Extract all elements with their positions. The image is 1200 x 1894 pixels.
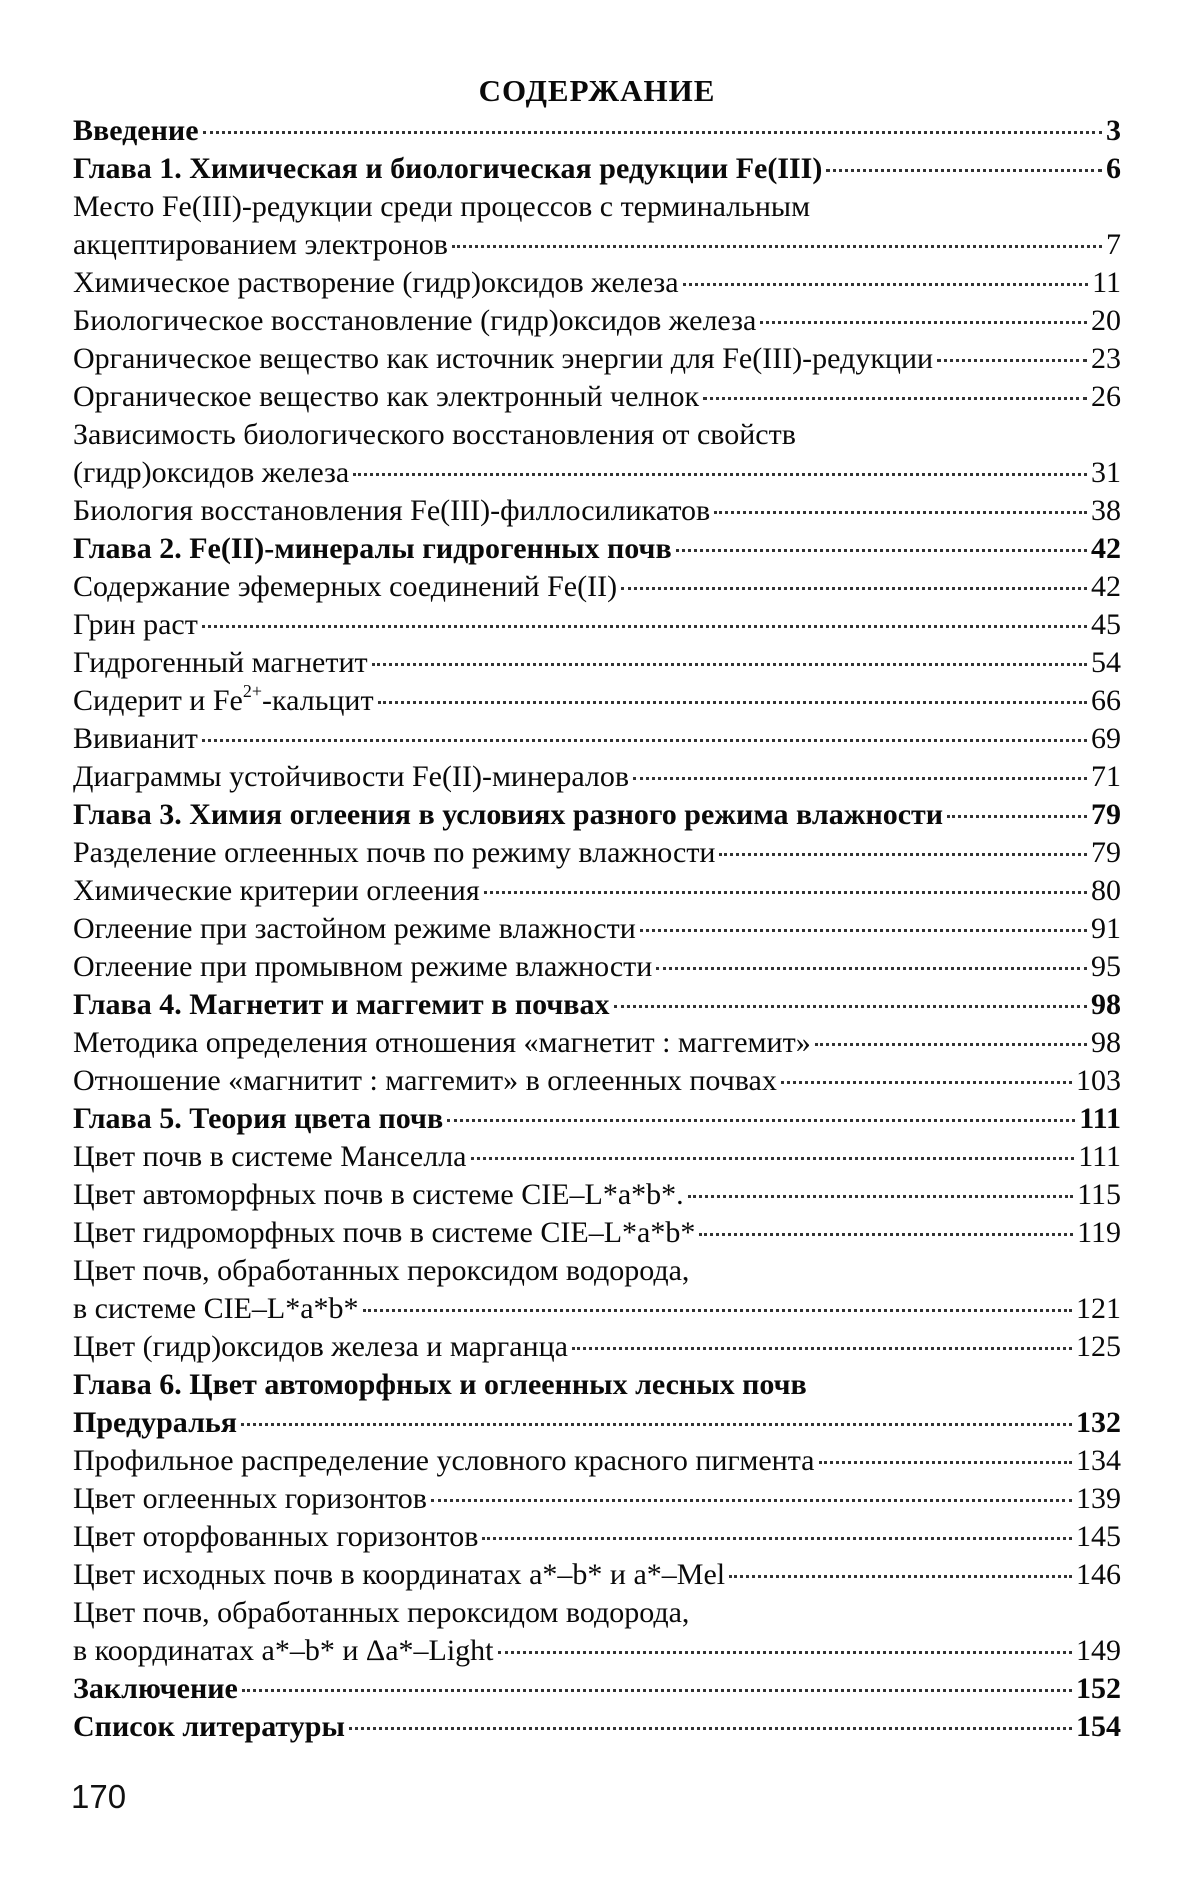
- toc-page-number: 115: [1077, 1178, 1121, 1211]
- toc-page-number: 26: [1091, 380, 1121, 413]
- toc-entry-title: Цвет исходных почв в координатах a*–b* и a*–Mel: [73, 1558, 726, 1591]
- dot-leader: [452, 245, 1102, 248]
- toc-entry-title: Оглеение при застойном режиме влажности: [73, 912, 636, 945]
- toc-section-entry[interactable]: [73, 1328, 1121, 1366]
- toc-entry-title: Список литературы: [73, 1710, 345, 1743]
- toc-page-number: 45: [1091, 608, 1121, 641]
- toc-page-number: 91: [1091, 912, 1121, 945]
- toc-page-number: 119: [1077, 1216, 1121, 1249]
- toc-entry-title: Глава 2. Fe(II)-минералы гидрогенных почв: [73, 532, 672, 565]
- toc-entry-title: Отношение «магнитит : маггемит» в оглеенных почвах: [73, 1064, 777, 1097]
- toc-entry-line: [73, 910, 1121, 948]
- toc-page-number: 20: [1091, 304, 1121, 337]
- toc-section-entry[interactable]: [73, 834, 1121, 872]
- toc-chapter-entry[interactable]: [73, 112, 1121, 150]
- toc-page-number: 149: [1076, 1634, 1121, 1667]
- dot-leader: [719, 853, 1087, 856]
- toc-entry-title: Разделение оглеенных почв по режиму влажности: [73, 836, 716, 869]
- dot-leader: [447, 1119, 1075, 1122]
- toc-entry-line: [73, 530, 1121, 568]
- toc-entry-title: Сидерит и $Fe^{2+}$-кальцит: [73, 681, 374, 717]
- dot-leader: [937, 359, 1087, 362]
- toc-entry-line: [73, 834, 1121, 872]
- toc-section-entry[interactable]: [73, 568, 1121, 606]
- dot-leader: [714, 511, 1087, 514]
- toc-entry-title: Цвет гидроморфных почв в системе CIE–L*a*b*: [73, 1216, 696, 1249]
- toc-entry-line: [73, 416, 1121, 454]
- toc-entry-title: Глава 6. Цвет автоморфных и оглеенных лесных почв: [73, 1368, 807, 1401]
- toc-page-number: 3: [1106, 114, 1121, 147]
- toc-entry-title: акцептированием электронов: [73, 228, 448, 261]
- toc-entry-line: [73, 112, 1121, 150]
- toc-section-entry[interactable]: [73, 1062, 1121, 1100]
- dot-leader: [202, 625, 1087, 628]
- dot-leader: [633, 777, 1087, 780]
- dot-leader: [378, 701, 1087, 704]
- dot-leader: [202, 739, 1087, 742]
- toc-section-entry[interactable]: [73, 1480, 1121, 1518]
- toc-page-number: 31: [1091, 456, 1121, 489]
- toc-page-number: 54: [1091, 646, 1121, 679]
- toc-section-entry[interactable]: [73, 1556, 1121, 1594]
- toc-entry-title: Место Fe(III)-редукции среди процессов с терминальным: [73, 190, 811, 223]
- toc-list: [73, 112, 1121, 1746]
- toc-entry-title: Химическое растворение (гидр)оксидов железа: [73, 266, 679, 299]
- toc-page-number: 111: [1078, 1140, 1121, 1173]
- dot-leader: [781, 1081, 1072, 1084]
- toc-section-entry[interactable]: [73, 872, 1121, 910]
- toc-entry-title: Глава 3. Химия оглеения в условиях разного режима влажности: [73, 798, 944, 831]
- dot-leader: [947, 815, 1087, 818]
- toc-chapter-entry[interactable]: [73, 150, 1121, 188]
- toc-entry-line: [73, 1518, 1121, 1556]
- toc-entry-title: Цвет оторфованных горизонтов: [73, 1520, 479, 1553]
- toc-entry-title: Методика определения отношения «магнетит : маггемит»: [73, 1026, 811, 1059]
- dot-leader: [760, 321, 1087, 324]
- toc-entry-line: [73, 454, 1121, 492]
- toc-entry-title: Цвет автоморфных почв в системе CIE–L*a*b*.: [73, 1178, 684, 1211]
- toc-page-number: 42: [1091, 532, 1121, 565]
- toc-entry-title: Биология восстановления Fe(III)-филлосиликатов: [73, 494, 711, 527]
- dot-leader: [819, 1461, 1073, 1464]
- dot-leader: [372, 663, 1087, 666]
- toc-entry-line: [73, 872, 1121, 910]
- toc-chapter-entry[interactable]: [73, 1100, 1121, 1138]
- dot-leader: [203, 131, 1102, 134]
- toc-page-number: 95: [1091, 950, 1121, 983]
- toc-entry-title: Органическое вещество как электронный челнок: [73, 380, 700, 413]
- dot-leader: [572, 1347, 1072, 1350]
- toc-entry-line: [73, 948, 1121, 986]
- toc-entry-title-tail: -кальцит: [262, 684, 374, 717]
- toc-entry-line: [73, 1024, 1121, 1062]
- toc-entry-line: [73, 606, 1121, 644]
- toc-chapter-entry[interactable]: [73, 796, 1121, 834]
- toc-page-number: 71: [1091, 760, 1121, 793]
- toc-section-entry[interactable]: [73, 720, 1121, 758]
- toc-page-number: 152: [1076, 1672, 1121, 1705]
- dot-leader: [729, 1575, 1072, 1578]
- toc-entry-line: [73, 1442, 1121, 1480]
- toc-chapter-entry[interactable]: [73, 1670, 1121, 1708]
- toc-page-number: 79: [1091, 836, 1121, 869]
- toc-page-number: 38: [1091, 494, 1121, 527]
- toc-page-number: 69: [1091, 722, 1121, 755]
- toc-section-entry[interactable]: [73, 910, 1121, 948]
- toc-entry-line: [73, 720, 1121, 758]
- toc-entry-line: [73, 1062, 1121, 1100]
- toc-entry-line: [73, 1480, 1121, 1518]
- dot-leader: [484, 891, 1087, 894]
- toc-page-number: 79: [1091, 798, 1121, 831]
- dot-leader: [621, 587, 1087, 590]
- toc-section-entry[interactable]: [73, 188, 1121, 264]
- toc-entry-title: Содержание эфемерных соединений Fe(II): [73, 570, 618, 603]
- toc-entry-line: [73, 1328, 1121, 1366]
- dot-leader: [683, 283, 1089, 286]
- toc-page-number: 145: [1076, 1520, 1121, 1553]
- toc-entry-title: Цвет почв, обработанных пероксидом водорода,: [73, 1254, 690, 1287]
- toc-section-entry[interactable]: [73, 644, 1121, 682]
- toc-entry-title: Предуралья: [73, 1406, 237, 1439]
- toc-section-entry[interactable]: [73, 948, 1121, 986]
- toc-entry-title: Гидрогенный магнетит: [73, 646, 368, 679]
- toc-entry-title: в координатах a*–b* и Δa*–Light: [73, 1634, 494, 1667]
- toc-section-entry[interactable]: [73, 606, 1121, 644]
- toc-page: [73, 70, 1121, 1746]
- toc-section-entry[interactable]: [73, 340, 1121, 378]
- toc-entry-line: [73, 1138, 1121, 1176]
- page-number: 170: [71, 1778, 127, 1815]
- toc-entry-line: [73, 644, 1121, 682]
- dot-leader: [471, 1157, 1075, 1160]
- toc-entry-line: [73, 1632, 1121, 1670]
- toc-entry-line: [73, 1556, 1121, 1594]
- superscript: 2+: [242, 681, 263, 701]
- toc-entry-title: Цвет почв, обработанных пероксидом водорода,: [73, 1596, 690, 1629]
- toc-entry-title: в системе CIE–L*a*b*: [73, 1292, 359, 1325]
- toc-entry-title: Цвет оглеенных горизонтов: [73, 1482, 427, 1515]
- toc-page-number: 146: [1076, 1558, 1121, 1591]
- toc-page-number: 80: [1091, 874, 1121, 907]
- toc-entry-line: [73, 378, 1121, 416]
- toc-entry-line: [73, 1176, 1121, 1214]
- dot-leader: [482, 1537, 1072, 1540]
- toc-entry-line: [73, 226, 1121, 264]
- toc-entry-line: [73, 1366, 1121, 1404]
- toc-entry-line: [73, 1594, 1121, 1632]
- toc-entry-title: Цвет почв в системе Манселла: [73, 1140, 467, 1173]
- toc-section-entry[interactable]: [73, 1024, 1121, 1062]
- toc-entry-title: Профильное распределение условного красного пигмента: [73, 1444, 815, 1477]
- toc-page-number: 11: [1092, 266, 1121, 299]
- toc-page-number: 134: [1076, 1444, 1121, 1477]
- toc-entry-line: [73, 188, 1121, 226]
- toc-page-number: 125: [1076, 1330, 1121, 1363]
- toc-entry-line: [73, 1404, 1121, 1442]
- toc-entry-title: Вивианит: [73, 722, 198, 755]
- toc-entry-title: Грин раст: [73, 608, 198, 641]
- toc-entry-title: Глава 1. Химическая и биологическая редукции Fe(III): [73, 152, 823, 185]
- toc-section-entry[interactable]: [73, 302, 1121, 340]
- toc-entry-line: [73, 758, 1121, 796]
- toc-section-entry[interactable]: [73, 758, 1121, 796]
- toc-entry-line: [73, 492, 1121, 530]
- dot-leader: [363, 1309, 1072, 1312]
- toc-page-number: 98: [1091, 1026, 1121, 1059]
- dot-leader: [614, 1005, 1088, 1008]
- toc-entry-line: [73, 1708, 1121, 1746]
- dot-leader: [431, 1499, 1072, 1502]
- toc-chapter-entry[interactable]: [73, 1366, 1121, 1442]
- toc-page-number: 23: [1091, 342, 1121, 375]
- toc-entry-line: [73, 796, 1121, 834]
- toc-section-entry[interactable]: [73, 1442, 1121, 1480]
- dot-leader: [349, 1727, 1072, 1730]
- dot-leader: [676, 549, 1087, 552]
- toc-entry-title: Биологическое восстановление (гидр)оксидов железа: [73, 304, 757, 337]
- toc-page-number: 7: [1106, 228, 1121, 261]
- dot-leader: [656, 967, 1087, 970]
- toc-entry-line: [73, 340, 1121, 378]
- toc-page-number: 103: [1076, 1064, 1121, 1097]
- toc-section-entry[interactable]: [73, 1176, 1121, 1214]
- toc-section-entry[interactable]: [73, 264, 1121, 302]
- toc-page-number: 154: [1076, 1710, 1121, 1743]
- toc-chapter-entry[interactable]: [73, 530, 1121, 568]
- toc-entry-line: [73, 986, 1121, 1024]
- toc-entry-line: [73, 302, 1121, 340]
- toc-entry-title: Глава 5. Теория цвета почв: [73, 1102, 444, 1135]
- toc-entry-title: Заключение: [73, 1672, 238, 1705]
- toc-entry-line: [73, 150, 1121, 188]
- dot-leader: [703, 397, 1087, 400]
- toc-entry-title: Оглеение при промывном режиме влажности: [73, 950, 653, 983]
- toc-chapter-entry[interactable]: [73, 1708, 1121, 1746]
- toc-section-entry[interactable]: [73, 682, 1121, 720]
- dot-leader: [498, 1651, 1073, 1654]
- toc-page-number: 6: [1106, 152, 1121, 185]
- toc-page-number: 111: [1079, 1102, 1121, 1135]
- toc-entry-line: [73, 1100, 1121, 1138]
- toc-section-entry[interactable]: [73, 1518, 1121, 1556]
- toc-entry-title: Введение: [73, 114, 199, 147]
- toc-entry-title: Химические критерии оглеения: [73, 874, 480, 907]
- toc-page-number: 132: [1076, 1406, 1121, 1439]
- toc-entry-title: (гидр)оксидов железа: [73, 456, 350, 489]
- toc-entry-title: Диаграммы устойчивости Fe(II)-минералов: [73, 760, 630, 793]
- toc-title: СОДЕРЖАНИЕ: [478, 73, 716, 108]
- toc-section-entry[interactable]: [73, 492, 1121, 530]
- toc-section-entry[interactable]: [73, 378, 1121, 416]
- toc-entry-line: [73, 1214, 1121, 1252]
- toc-section-entry[interactable]: [73, 1594, 1121, 1670]
- toc-section-entry[interactable]: [73, 1252, 1121, 1328]
- toc-entry-line: [73, 1252, 1121, 1290]
- toc-section-entry[interactable]: [73, 416, 1121, 492]
- toc-page-number: 121: [1076, 1292, 1121, 1325]
- dot-leader: [353, 473, 1087, 476]
- toc-entry-title: Органическое вещество как источник энергии для Fe(III)-редукции: [73, 342, 934, 375]
- toc-entry-line: [73, 1290, 1121, 1328]
- toc-section-entry[interactable]: [73, 1138, 1121, 1176]
- toc-page-number: 42: [1091, 570, 1121, 603]
- toc-page-number: 139: [1076, 1482, 1121, 1515]
- toc-entry-line: [73, 264, 1121, 302]
- dot-leader: [826, 169, 1102, 172]
- toc-entry-line: [73, 568, 1121, 606]
- toc-entry-line: [73, 682, 1121, 720]
- toc-entry-title: Глава 4. Магнетит и маггемит в почвах: [73, 988, 610, 1021]
- toc-entry-title: Цвет (гидр)оксидов железа и марганца: [73, 1330, 568, 1363]
- dot-leader: [640, 929, 1087, 932]
- dot-leader: [242, 1689, 1072, 1692]
- dot-leader: [699, 1233, 1073, 1236]
- toc-page-number: 66: [1091, 684, 1121, 717]
- dot-leader: [241, 1423, 1072, 1426]
- toc-section-entry[interactable]: [73, 1214, 1121, 1252]
- dot-leader: [815, 1043, 1087, 1046]
- dot-leader: [688, 1195, 1073, 1198]
- toc-entry-line: [73, 1670, 1121, 1708]
- toc-entry-title: Зависимость биологического восстановления от свойств: [73, 418, 796, 451]
- toc-chapter-entry[interactable]: [73, 986, 1121, 1024]
- toc-page-number: 98: [1091, 988, 1121, 1021]
